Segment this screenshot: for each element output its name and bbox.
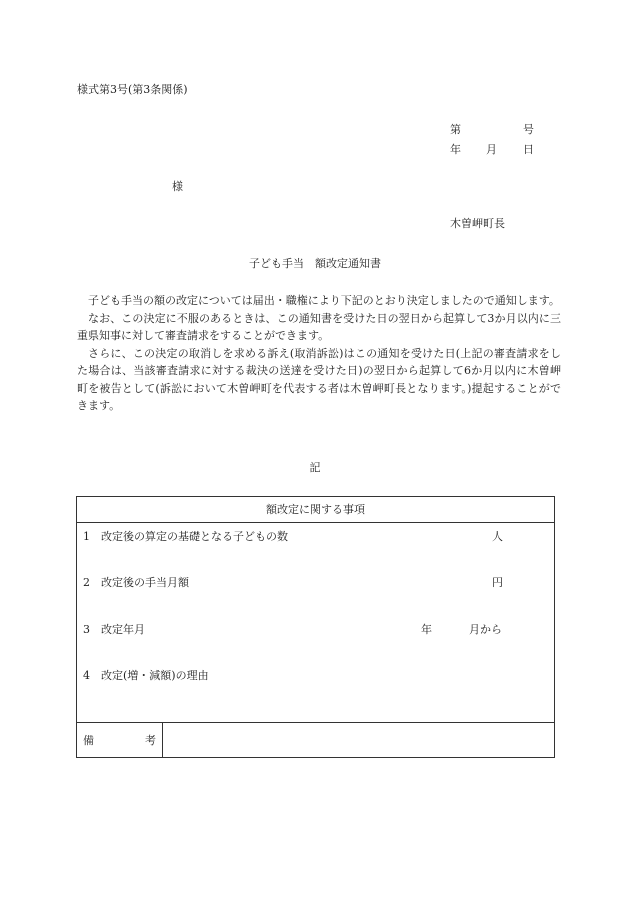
revision-month-unit: 月から [469, 623, 502, 636]
addressee-honorific: 様 [172, 180, 183, 193]
remarks-row [77, 722, 554, 757]
item-number: 2 [83, 576, 90, 589]
date-month-label: 月 [486, 143, 497, 156]
revision-year-unit: 年 [421, 623, 432, 636]
item-number: 1 [83, 530, 90, 543]
doc-number-suffix: 号 [523, 123, 534, 136]
date-day-label: 日 [523, 143, 534, 156]
doc-number-label: 第 [450, 123, 461, 136]
item-number: 4 [83, 669, 90, 682]
date-year-label: 年 [450, 143, 461, 156]
remarks-label-second: 考 [145, 734, 156, 747]
remarks-label-cell [77, 723, 163, 757]
notice-body [77, 292, 561, 415]
item-label: 改定後の算定の基礎となる子どもの数 [101, 530, 288, 543]
item-label: 改定後の手当月額 [101, 576, 189, 589]
item-revision-date [83, 623, 145, 637]
item-monthly-amount [83, 576, 189, 590]
sender-name: 木曽岬町長 [450, 217, 505, 230]
notice-paragraph: なお、この決定に不服のあるときは、この通知書を受けた日の翌日から起算して3か月以内に三重県知事に対して審査請求をすることができます。 [77, 311, 561, 342]
notice-paragraph: 子ども手当の額の改定については届出・職権により下記のとおり決定しましたので通知します。 [88, 294, 560, 307]
item-children-count [83, 530, 288, 544]
item-revision-reason [83, 669, 209, 683]
item-label: 改定(増・減額)の理由 [101, 669, 209, 682]
children-count-unit: 人 [492, 530, 503, 543]
item-number: 3 [83, 623, 90, 636]
document-title: 子ども手当 額改定通知書 [249, 257, 381, 270]
remarks-label-first: 備 [83, 734, 94, 747]
monthly-amount-unit: 円 [492, 576, 503, 589]
revision-details-table [76, 496, 555, 758]
notice-paragraph: さらに、この決定の取消しを求める訴え(取消訴訟)はこの通知を受けた日(上記の審査請求をした場合は、当該審査請求に対する裁決の送達を受けた日)の翌日から起算して6か月以内に木曽岬町を被告として(訴訟において木曽岬町を代表する者は木曽岬町長となります。)提起することができます。 [77, 346, 561, 412]
table-header: 額改定に関する事項 [77, 497, 554, 523]
ki-heading: 記 [309, 461, 321, 474]
form-number: 様式第3号(第3条関係) [77, 83, 188, 96]
item-label: 改定年月 [101, 623, 145, 636]
